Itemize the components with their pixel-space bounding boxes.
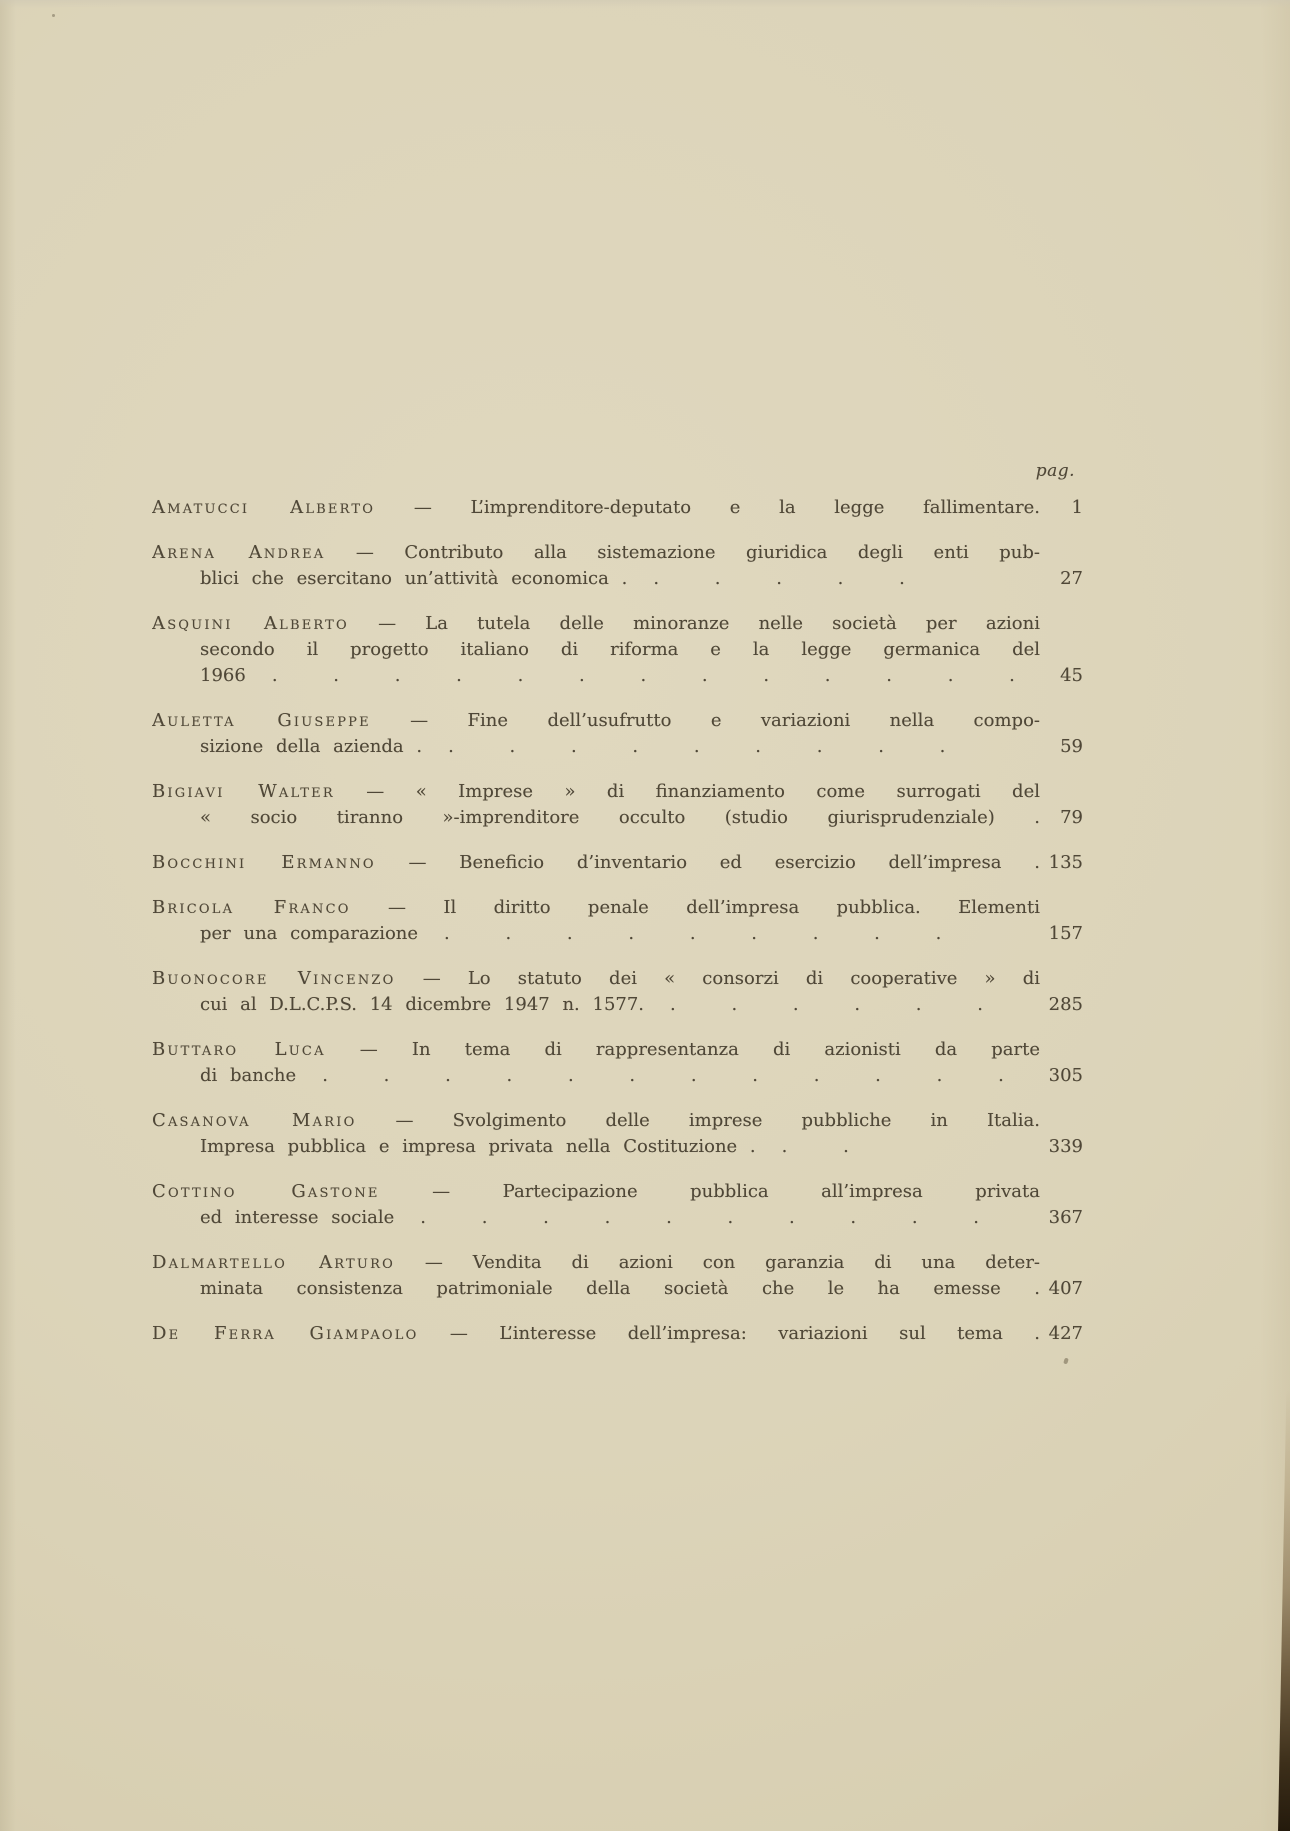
author-name: Cottino Gastone — [152, 1181, 380, 1202]
author-name: Casanova Mario — [152, 1110, 357, 1131]
dot-leader: . . . . . . . . . . . . . — [271, 665, 1015, 686]
entry-title: — La tutela delle minoranze nelle società per azioni — [378, 613, 1040, 634]
page-number: 135 — [1048, 852, 1083, 873]
entry-title: di banche — [200, 1065, 297, 1086]
entry-line — [152, 805, 1040, 831]
entry-line — [152, 1179, 1040, 1205]
page-edge-shadow — [1277, 1390, 1290, 1831]
page-number: 407 — [1048, 1278, 1083, 1299]
dot-leader: . . . . . . . . . . . . — [322, 1065, 1004, 1086]
entry-title: per una comparazione — [200, 923, 419, 944]
entry-title: « socio tiranno »-imprenditore occulto (studio giurisprudenziale) . — [200, 807, 1040, 828]
toc-entry — [152, 779, 1083, 831]
entry-title: — Svolgimento delle imprese pubbliche in Italia. — [395, 1110, 1040, 1131]
toc-entry — [152, 1321, 1083, 1347]
entry-line — [152, 663, 1040, 689]
entry-line — [152, 734, 1040, 760]
toc-entry — [152, 495, 1083, 521]
author-name: Bricola Franco — [152, 897, 351, 918]
author-name: Bocchini Ermanno — [152, 852, 376, 873]
entry-line — [152, 966, 1040, 992]
author-name: Auletta Giuseppe — [152, 710, 371, 731]
page-number: 45 — [1060, 665, 1083, 686]
entry-line — [152, 1134, 1040, 1160]
toc-entry — [152, 1179, 1083, 1231]
dot-leader: . . . . . . — [670, 994, 983, 1015]
page-number: 367 — [1048, 1207, 1083, 1228]
dot-leader: . . . . . . . . . . — [420, 1207, 980, 1228]
entry-line — [152, 637, 1040, 663]
entry-line — [152, 540, 1040, 566]
entry-title: Impresa pubblica e impresa privata nella Costituzione . — [200, 1136, 756, 1157]
entry-title: — In tema di rappresentanza di azionisti da parte — [359, 1039, 1040, 1060]
entry-line — [152, 921, 1040, 947]
entry-line — [152, 611, 1040, 637]
entry-line — [152, 1108, 1040, 1134]
entry-line — [152, 1250, 1040, 1276]
entry-line — [152, 850, 1040, 876]
entry-title: — Vendita di azioni con garanzia di una deter- — [424, 1252, 1041, 1273]
entry-line — [152, 708, 1040, 734]
entry-title: — Contributo alla sistemazione giuridica degli enti pub- — [355, 542, 1040, 563]
toc-entry — [152, 540, 1083, 592]
entry-title: — Partecipazione pubblica all’impresa privata — [432, 1181, 1040, 1202]
toc-entry — [152, 708, 1083, 760]
toc-entry — [152, 611, 1083, 689]
author-name: Asquini Alberto — [152, 613, 349, 634]
page-column-header: pag. — [1035, 461, 1075, 481]
author-name: Arena Andrea — [152, 542, 326, 563]
entry-title: ed interesse sociale — [200, 1207, 395, 1228]
page-number: 305 — [1048, 1065, 1083, 1086]
entry-line — [152, 1205, 1040, 1231]
entry-line — [152, 779, 1040, 805]
entry-title: — L’imprenditore-deputato e la legge fallimentare. — [413, 497, 1040, 518]
author-name: Buttaro Luca — [152, 1039, 326, 1060]
author-name: Dalmartello Arturo — [152, 1252, 395, 1273]
entry-line — [152, 1037, 1040, 1063]
toc-entry — [152, 966, 1083, 1018]
toc-entry — [152, 1108, 1083, 1160]
dot-leader: . . . . . — [653, 568, 905, 589]
entry-title: — Il diritto penale dell’impresa pubblica. Elementi — [387, 897, 1040, 918]
entry-title: — L’interesse dell’impresa: variazioni sul tema . — [449, 1323, 1040, 1344]
toc-entry — [152, 850, 1083, 876]
page-number: 27 — [1060, 568, 1083, 589]
entry-title: — Lo statuto dei « consorzi di cooperative » di — [422, 968, 1040, 989]
author-name: Buonocore Vincenzo — [152, 968, 396, 989]
page-number: 157 — [1048, 923, 1083, 944]
entry-line — [152, 495, 1040, 521]
entry-title: cui al D.L.C.P.S. 14 dicembre 1947 n. 1577. — [200, 994, 645, 1015]
entry-title: sizione della azienda . — [200, 736, 423, 757]
entry-line — [152, 566, 1040, 592]
toc-entry — [152, 1037, 1083, 1089]
page-number: 1 — [1071, 497, 1083, 518]
author-name: Bigiavi Walter — [152, 781, 335, 802]
entry-title: 1966 — [200, 665, 246, 686]
entry-line — [152, 1321, 1040, 1347]
entry-line — [152, 1063, 1040, 1089]
entry-line — [152, 992, 1040, 1018]
entry-title: — Fine dell’usufrutto e variazioni nella compo- — [410, 710, 1040, 731]
toc-entry — [152, 895, 1083, 947]
entry-title: blici che esercitano un’attività economica . — [200, 568, 628, 589]
table-of-contents — [152, 458, 1083, 1366]
entry-line — [152, 895, 1040, 921]
author-name: Amatucci Alberto — [152, 497, 376, 518]
page-number: 427 — [1048, 1323, 1083, 1344]
toc-entry — [152, 1250, 1083, 1302]
entry-title: — « Imprese » di finanziamento come surrogati del — [366, 781, 1040, 802]
entry-title: secondo il progetto italiano di riforma e la legge germanica del — [200, 639, 1040, 660]
entry-title: — Beneficio d’inventario ed esercizio dell’impresa . — [408, 852, 1041, 873]
paper-speck — [52, 14, 55, 17]
page-number: 285 — [1048, 994, 1083, 1015]
dot-leader: . . — [781, 1136, 849, 1157]
page-number: 339 — [1048, 1136, 1083, 1157]
page-number: 79 — [1060, 807, 1083, 828]
entry-line — [152, 1276, 1040, 1302]
entry-title: minata consistenza patrimoniale della società che le ha emesse . — [200, 1278, 1040, 1299]
dot-leader: . . . . . . . . . — [444, 923, 942, 944]
dot-leader: . . . . . . . . . — [448, 736, 946, 757]
author-name: De Ferra Giampaolo — [152, 1323, 419, 1344]
page-number: 59 — [1060, 736, 1083, 757]
